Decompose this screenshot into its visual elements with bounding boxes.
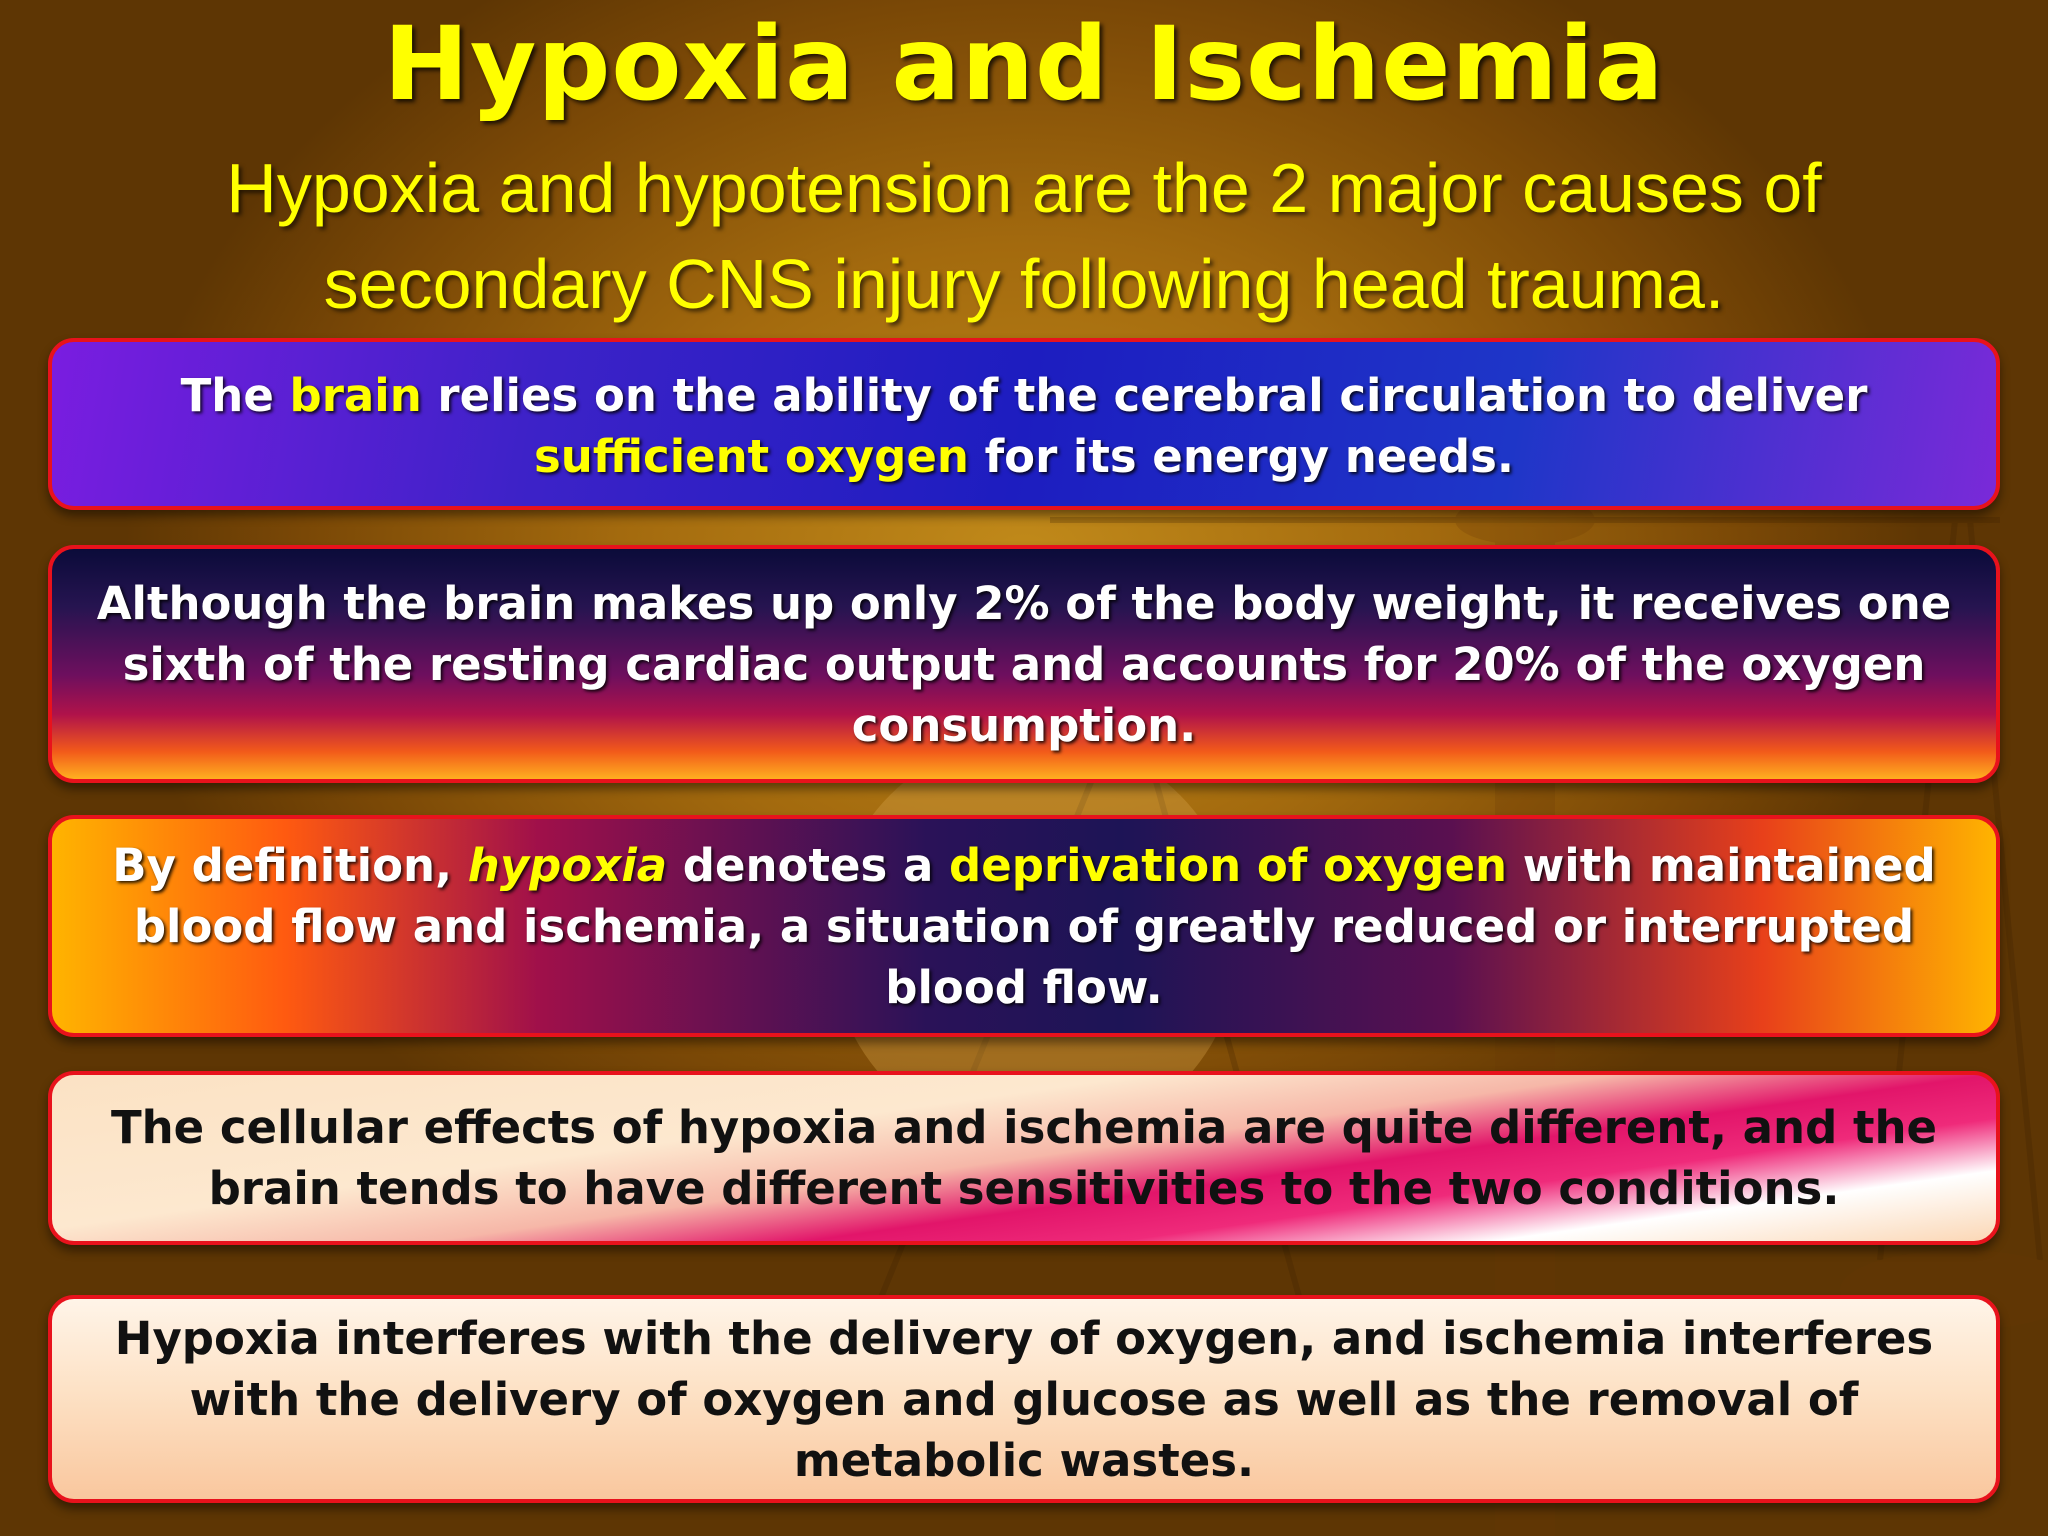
text-segment: The [180, 369, 290, 422]
text-segment: with maintained blood flow and ischemia, a situation of greatly reduced or interrupted blood flow. [133, 838, 1936, 1014]
highlight-sufficient-oxygen: sufficient oxygen [534, 430, 969, 483]
text-segment: denotes a [667, 838, 949, 892]
text-segment: By definition, [112, 838, 468, 892]
info-box-cellular-effects [48, 1071, 2000, 1245]
slide-subtitle: Hypoxia and hypotension are the 2 major causes of secondary CNS injury following head trauma. [226, 149, 1822, 323]
info-box-hypoxia-definition [48, 815, 2000, 1037]
info-box-text [52, 835, 1996, 1018]
info-box-text: The cellular effects of hypoxia and ischemia are quite different, and the brain tends to have different sensitivities to the two conditions. [110, 1101, 1938, 1215]
highlight-brain: brain [289, 369, 422, 422]
highlight-deprivation-of-oxygen: deprivation of oxygen [949, 838, 1508, 892]
info-box-interference [48, 1295, 2000, 1503]
slide-title: Hypoxia and Ischemia [383, 5, 1665, 124]
info-box-text: Although the brain makes up only 2% of the body weight, it receives one sixth of the resting cardiac output and accounts for 20% of the oxygen consumption. [96, 576, 1952, 752]
info-box-brain-oxygen [48, 338, 2000, 510]
highlight-hypoxia: hypoxia [467, 838, 668, 892]
text-segment: for its energy needs. [968, 430, 1514, 483]
text-segment: relies on the ability of the cerebral circulation to deliver [421, 369, 1868, 422]
info-box-text: Hypoxia interferes with the delivery of oxygen, and ischemia interferes with the delivery of oxygen and glucose as well as the removal of metabolic wastes. [114, 1311, 1934, 1487]
info-box-text [153, 361, 1896, 487]
info-box-brain-consumption [48, 545, 2000, 783]
